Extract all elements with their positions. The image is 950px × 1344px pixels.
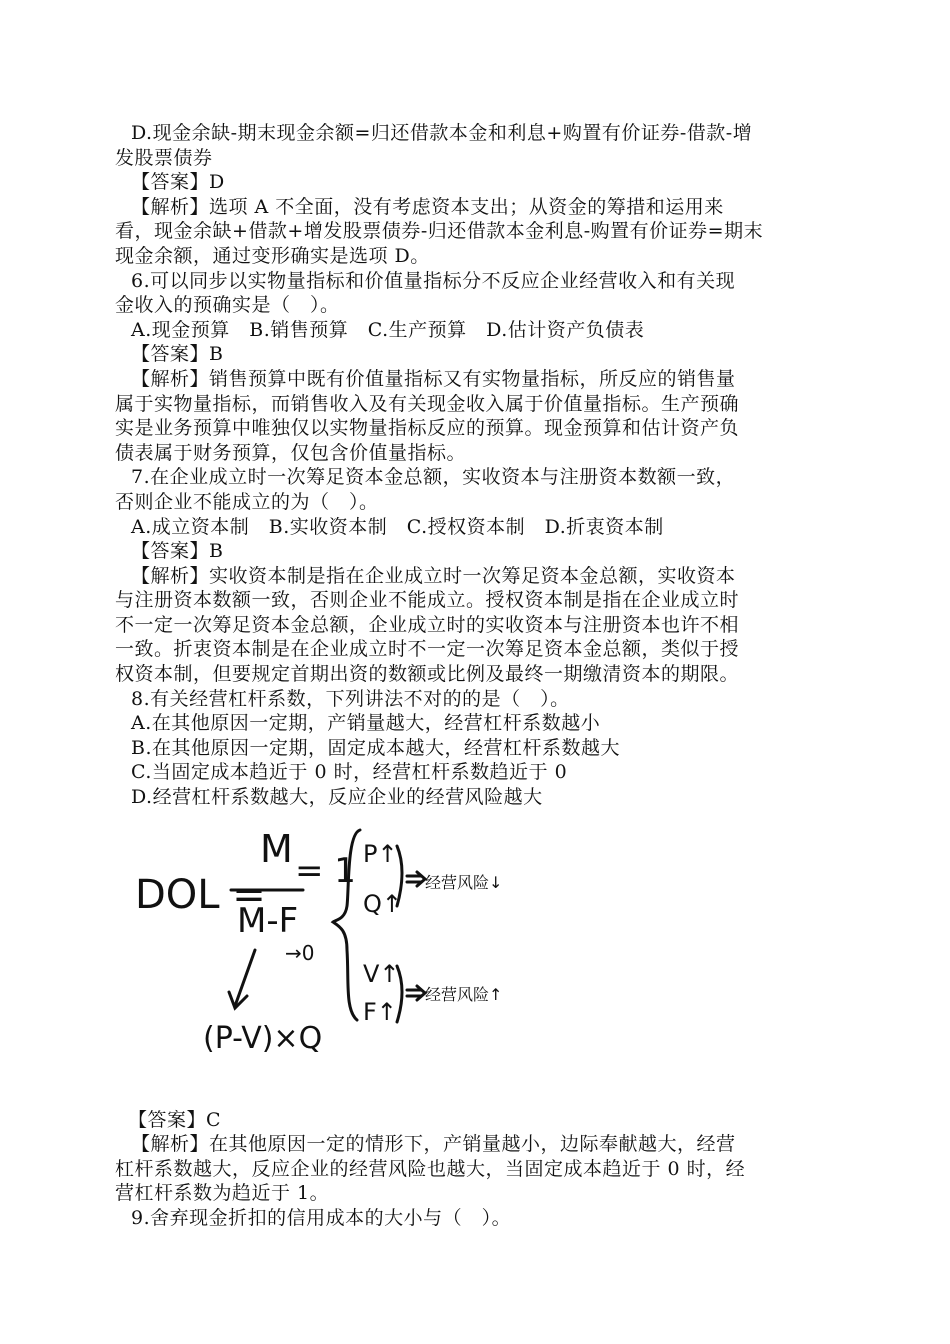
question-9: 9.舍弃现金折扣的信用成本的大小与（ ）。 <box>131 1207 512 1229</box>
analysis-8-cont: 营杠杆系数为趋近于 1。 <box>115 1182 330 1205</box>
answer-5: 【答案】D <box>131 171 225 194</box>
analysis-6-cont: 实是业务预算中唯独仅以实物量指标反应的预算。现金预算和估计资产负 <box>115 417 740 440</box>
dol-numerator: M <box>260 826 293 871</box>
f-approaches-zero: →0 <box>285 940 315 965</box>
option-d-text: D.现金余缺-期末现金余额=归还借款本金和利息+购置有价证券-借款-增 <box>131 122 753 144</box>
option-8a: A.在其他原因一定期，产销量越大，经营杠杆系数越小 <box>131 712 601 735</box>
implies-arrow-lower-icon <box>407 986 425 1000</box>
analysis-7: 【解析】实收资本制是指在企业成立时一次筹足资本金总额，实收资本 <box>131 564 736 587</box>
variable-cost-up: V↑ <box>363 959 400 988</box>
answer-7: 【答案】B <box>131 540 224 563</box>
question-7: 7.在企业成立时一次筹足资本金总额，实收资本与注册资本数额一致， <box>131 466 736 489</box>
option-8c: C.当固定成本趋近于 0 时，经营杠杆系数趋近于 0 <box>131 761 568 784</box>
analysis-8: 【解析】在其他原因一定的情形下，产销量越小，边际奉献越大，经营 <box>131 1133 736 1156</box>
analysis-8-cont: 杠杆系数越大，反应企业的经营风险也越大，当固定成本趋近于 0 时，经 <box>115 1157 746 1180</box>
analysis-7-cont: 一致。折衷资本制是在企业成立时不一定一次筹足资本金总额，类似于授 <box>115 638 740 661</box>
option-d-text-cont: 发股票债券 <box>115 146 213 169</box>
question-7-cont: 否则企业不能成立的为（ ）。 <box>115 490 379 513</box>
option-8b: B.在其他原因一定期，固定成本越大，经营杠杆系数越大 <box>131 736 621 759</box>
options-7: A.成立资本制 B.实收资本制 C.授权资本制 D.折衷资本制 <box>131 515 664 538</box>
answer-8: 【答案】C <box>128 1108 222 1131</box>
analysis-5-cont: 现金余额，通过变形确实是选项 D。 <box>115 244 430 267</box>
handwritten-dol-sketch <box>135 810 595 1100</box>
implies-arrow-upper-icon <box>407 872 425 886</box>
question-8: 8.有关经营杠杆系数，下列讲法不对的的是（ ）。 <box>131 687 570 710</box>
question-6-cont: 金收入的预确实是（ ）。 <box>115 294 340 317</box>
analysis-6-cont: 属于实物量指标，而销售收入及有关现金收入属于价值量指标。生产预确 <box>115 392 740 415</box>
options-6: A.现金预算 B.销售预算 C.生产预算 D.估计资产负债表 <box>131 318 645 341</box>
analysis-5-cont: 看，现金余缺+借款+增发股票债券-归还借款本金利息-购置有价证券=期末 <box>115 220 764 243</box>
quantity-up: Q↑ <box>363 889 402 918</box>
analysis-7-cont: 与注册资本数额一致，否则企业不能成立。授权资本制是指在企业成立时 <box>115 589 740 612</box>
operating-risk-down: 经营风险↓ <box>425 872 503 892</box>
question-6: 6.可以同步以实物量指标和价值量指标分不反应企业经营收入和有关现 <box>131 269 736 292</box>
analysis-7-cont: 不一定一次筹足资本金总额，企业成立时的实收资本与注册资本也许不相 <box>115 613 740 636</box>
analysis-6: 【解析】销售预算中既有价值量指标又有实物量指标，所反应的销售量 <box>131 367 736 390</box>
analysis-6-cont: 债表属于财务预算，仅包含价值量指标。 <box>115 441 467 464</box>
document-page <box>115 121 830 1231</box>
operating-risk-up: 经营风险↑ <box>425 984 503 1004</box>
equals-one: = 1 <box>295 850 356 891</box>
price-up: P↑ <box>363 839 398 868</box>
dol-denominator: M-F <box>237 900 299 941</box>
fixed-cost-up: F↑ <box>363 997 397 1026</box>
handwritten-formula-figure <box>115 810 830 1108</box>
contribution-margin: (P-V)×Q <box>203 1020 323 1056</box>
dol-label: DOL = <box>135 871 266 918</box>
analysis-7-cont: 权资本制，但要规定首期出资的数额或比例及最终一期缴清资本的期限。 <box>115 663 740 686</box>
analysis-5: 【解析】选项 A 不全面，没有考虑资本支出；从资金的筹措和运用来 <box>131 195 724 218</box>
option-8d: D.经营杠杆系数越大，反应企业的经营风险越大 <box>131 786 543 809</box>
answer-6: 【答案】B <box>131 343 224 366</box>
